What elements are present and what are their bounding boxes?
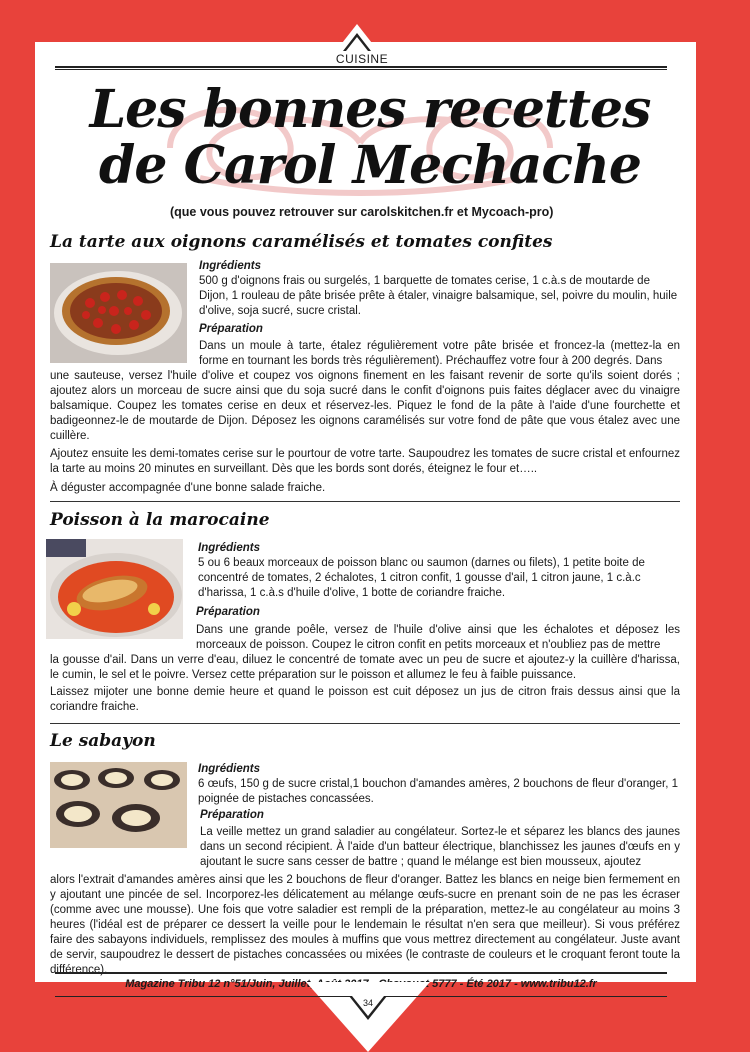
prep-side-tarte: Dans un moule à tarte, étalez régulièrement votre pâte brisée et froncez-la (mettez-la en forme en tournant les bords très régulièrement). Préchauffez votre four à 200 degrés. Dans bbox=[199, 340, 680, 367]
ingredients-label-sabayon: Ingrédients bbox=[198, 763, 260, 775]
page-title bbox=[60, 79, 680, 196]
recipe-title-sabayon: Le sabayon bbox=[50, 731, 156, 751]
prep-side-poisson: Dans une grande poêle, versez de l'huile d'olive ainsi que les échalotes et déposez les morceaux de poisson. Coupez le citron confit en petits morceaux et n'oubliez pas de mettre bbox=[196, 624, 680, 651]
footer-rule bbox=[55, 972, 667, 974]
sabayon-photo bbox=[50, 762, 187, 848]
title-line-2: de Carol Mechache bbox=[99, 135, 641, 196]
para2-poisson: Laissez mijoter une bonne demie heure et quand le poisson est cuit déposez un jus de citron frais dessus ainsi que la coriandre fraiche. bbox=[50, 686, 680, 713]
prep-full-poisson: la gousse d'ail. Dans un verre d'eau, diluez le concentré de tomate avec un peu de sucre et ajoutez-y la cuillère d'harissa, le cumin, le sel et le poivre. Versez cette préparation sur le poisson et allumez le feu à faible puissance. bbox=[50, 654, 680, 681]
fish-photo bbox=[46, 539, 183, 639]
page-subtitle: (que vous pouvez retrouver sur carolskitchen.fr et Mycoach-pro) bbox=[170, 205, 554, 219]
ingredients-label-tarte: Ingrédients bbox=[199, 260, 261, 272]
preparation-label-tarte: Préparation bbox=[199, 323, 263, 335]
separator bbox=[50, 723, 680, 724]
prep-full-sabayon: alors l'extrait d'amandes amères ainsi que les 2 bouchons de fleur d'oranger. Battez les blancs en neige bien fermement en y ajoutant une pincée de sel. Incorporez-les délicatement au mélange œufs-sucre en prenant soin de ne pas les écraser (comme avec une mousse). Une fois que votre saladier est rempli de la préparation, mettez-le au congélateur au moins 3 heures (l'idéal est de préparer ce dessert la veille pour le lendemain le résultat n'en sera que meilleur). Si vous préférez faire des sabayons individuels, remplissez des moules à muffins que vous mettrez directement au congélateur. Juste avant de servir, saupoudrez le dessert de pistaches concassées ou mixées (le contraste de couleurs et le croquant feront toute la différence). bbox=[50, 874, 680, 976]
title-line-1: Les bonnes recettes bbox=[89, 79, 651, 140]
footer-text: Magazine Tribu 12 n°51/Juin, Juillet, Août 2017 - Chavouot 5777 - Été 2017 - www.tribu12.fr bbox=[125, 978, 597, 990]
prep-side-sabayon: La veille mettez un grand saladier au congélateur. Sortez-le et séparez les blancs des jaunes dans un second récipient. À l'aide d'un batteur électrique, blanchissez les jaunes d'œufs en y ajoutant le sucre sans cesser de battre ; quand le mélange est bien mousseux, ajoutez bbox=[200, 826, 680, 868]
recipe-title-poisson: Poisson à la marocaine bbox=[50, 510, 270, 530]
rubric-label: CUISINE bbox=[330, 52, 394, 66]
page-number: 34 bbox=[362, 998, 373, 1008]
prep-full-tarte: une sauteuse, versez l'huile d'olive et coupez vos oignons finement en les faisant revenir de sorte qu'ils soient dorés ; ajoutez alors un morceau de sucre ainsi que du soja sucré dans le confit d'oignons puis faites déglacer avec du vinaigre balsamique. Coupez les tomates cerise en deux et réservez-les. Piquez le fond de la pâte à l'aide d'une fourchette et badigeonnez-le de moutarde de Dijon. Déposez les oignons caramélisés sur votre fond de pâte que vous étalez avec une cuillère. bbox=[50, 370, 680, 442]
tart-photo bbox=[50, 263, 187, 363]
ingredients-label-poisson: Ingrédients bbox=[198, 542, 260, 554]
para3-tarte: À déguster accompagnée d'une bonne salade fraiche. bbox=[50, 482, 326, 494]
ingredients-text-tarte: 500 g d'oignons frais ou surgelés, 1 barquette de tomates cerise, 1 c.à.s de moutarde de Dijon, 1 rouleau de pâte brisée prête à étaler, vinaigre balsamique, sel, poivre du moulin, huile d'olive, soja sucré, sucre cristal. bbox=[199, 275, 678, 317]
recipe-title-tarte: La tarte aux oignons caramélisés et tomates confites bbox=[50, 232, 553, 252]
preparation-label-poisson: Préparation bbox=[196, 606, 260, 618]
ingredients-text-poisson: 5 ou 6 beaux morceaux de poisson blanc ou saumon (darnes ou filets), 1 petite boite de concentré de tomates, 2 échalotes, 1 citron confit, 1 gousse d'ail, 1 citron jaune, 1 c.à.c d'harissa, 1 c.à.s d'huile d'olive, 1 botte de coriandre fraiche. bbox=[198, 557, 645, 599]
separator bbox=[50, 501, 680, 502]
ingredients-text-sabayon: 6 œufs, 150 g de sucre cristal,1 bouchon d'amandes amères, 2 bouchons de fleur d'oranger, 1 poignée de pistaches concassées. bbox=[198, 778, 679, 805]
rubric-rule bbox=[55, 66, 667, 68]
para2-tarte: Ajoutez ensuite les demi-tomates cerise sur le pourtour de votre tarte. Saupoudrez les tomates de sucre cristal et enfournez la tarte au moins 20 minutes en surveillant. Dès que les bords sont dorés, éteignez le four et….. bbox=[50, 448, 680, 475]
preparation-label-sabayon: Préparation bbox=[200, 809, 264, 821]
